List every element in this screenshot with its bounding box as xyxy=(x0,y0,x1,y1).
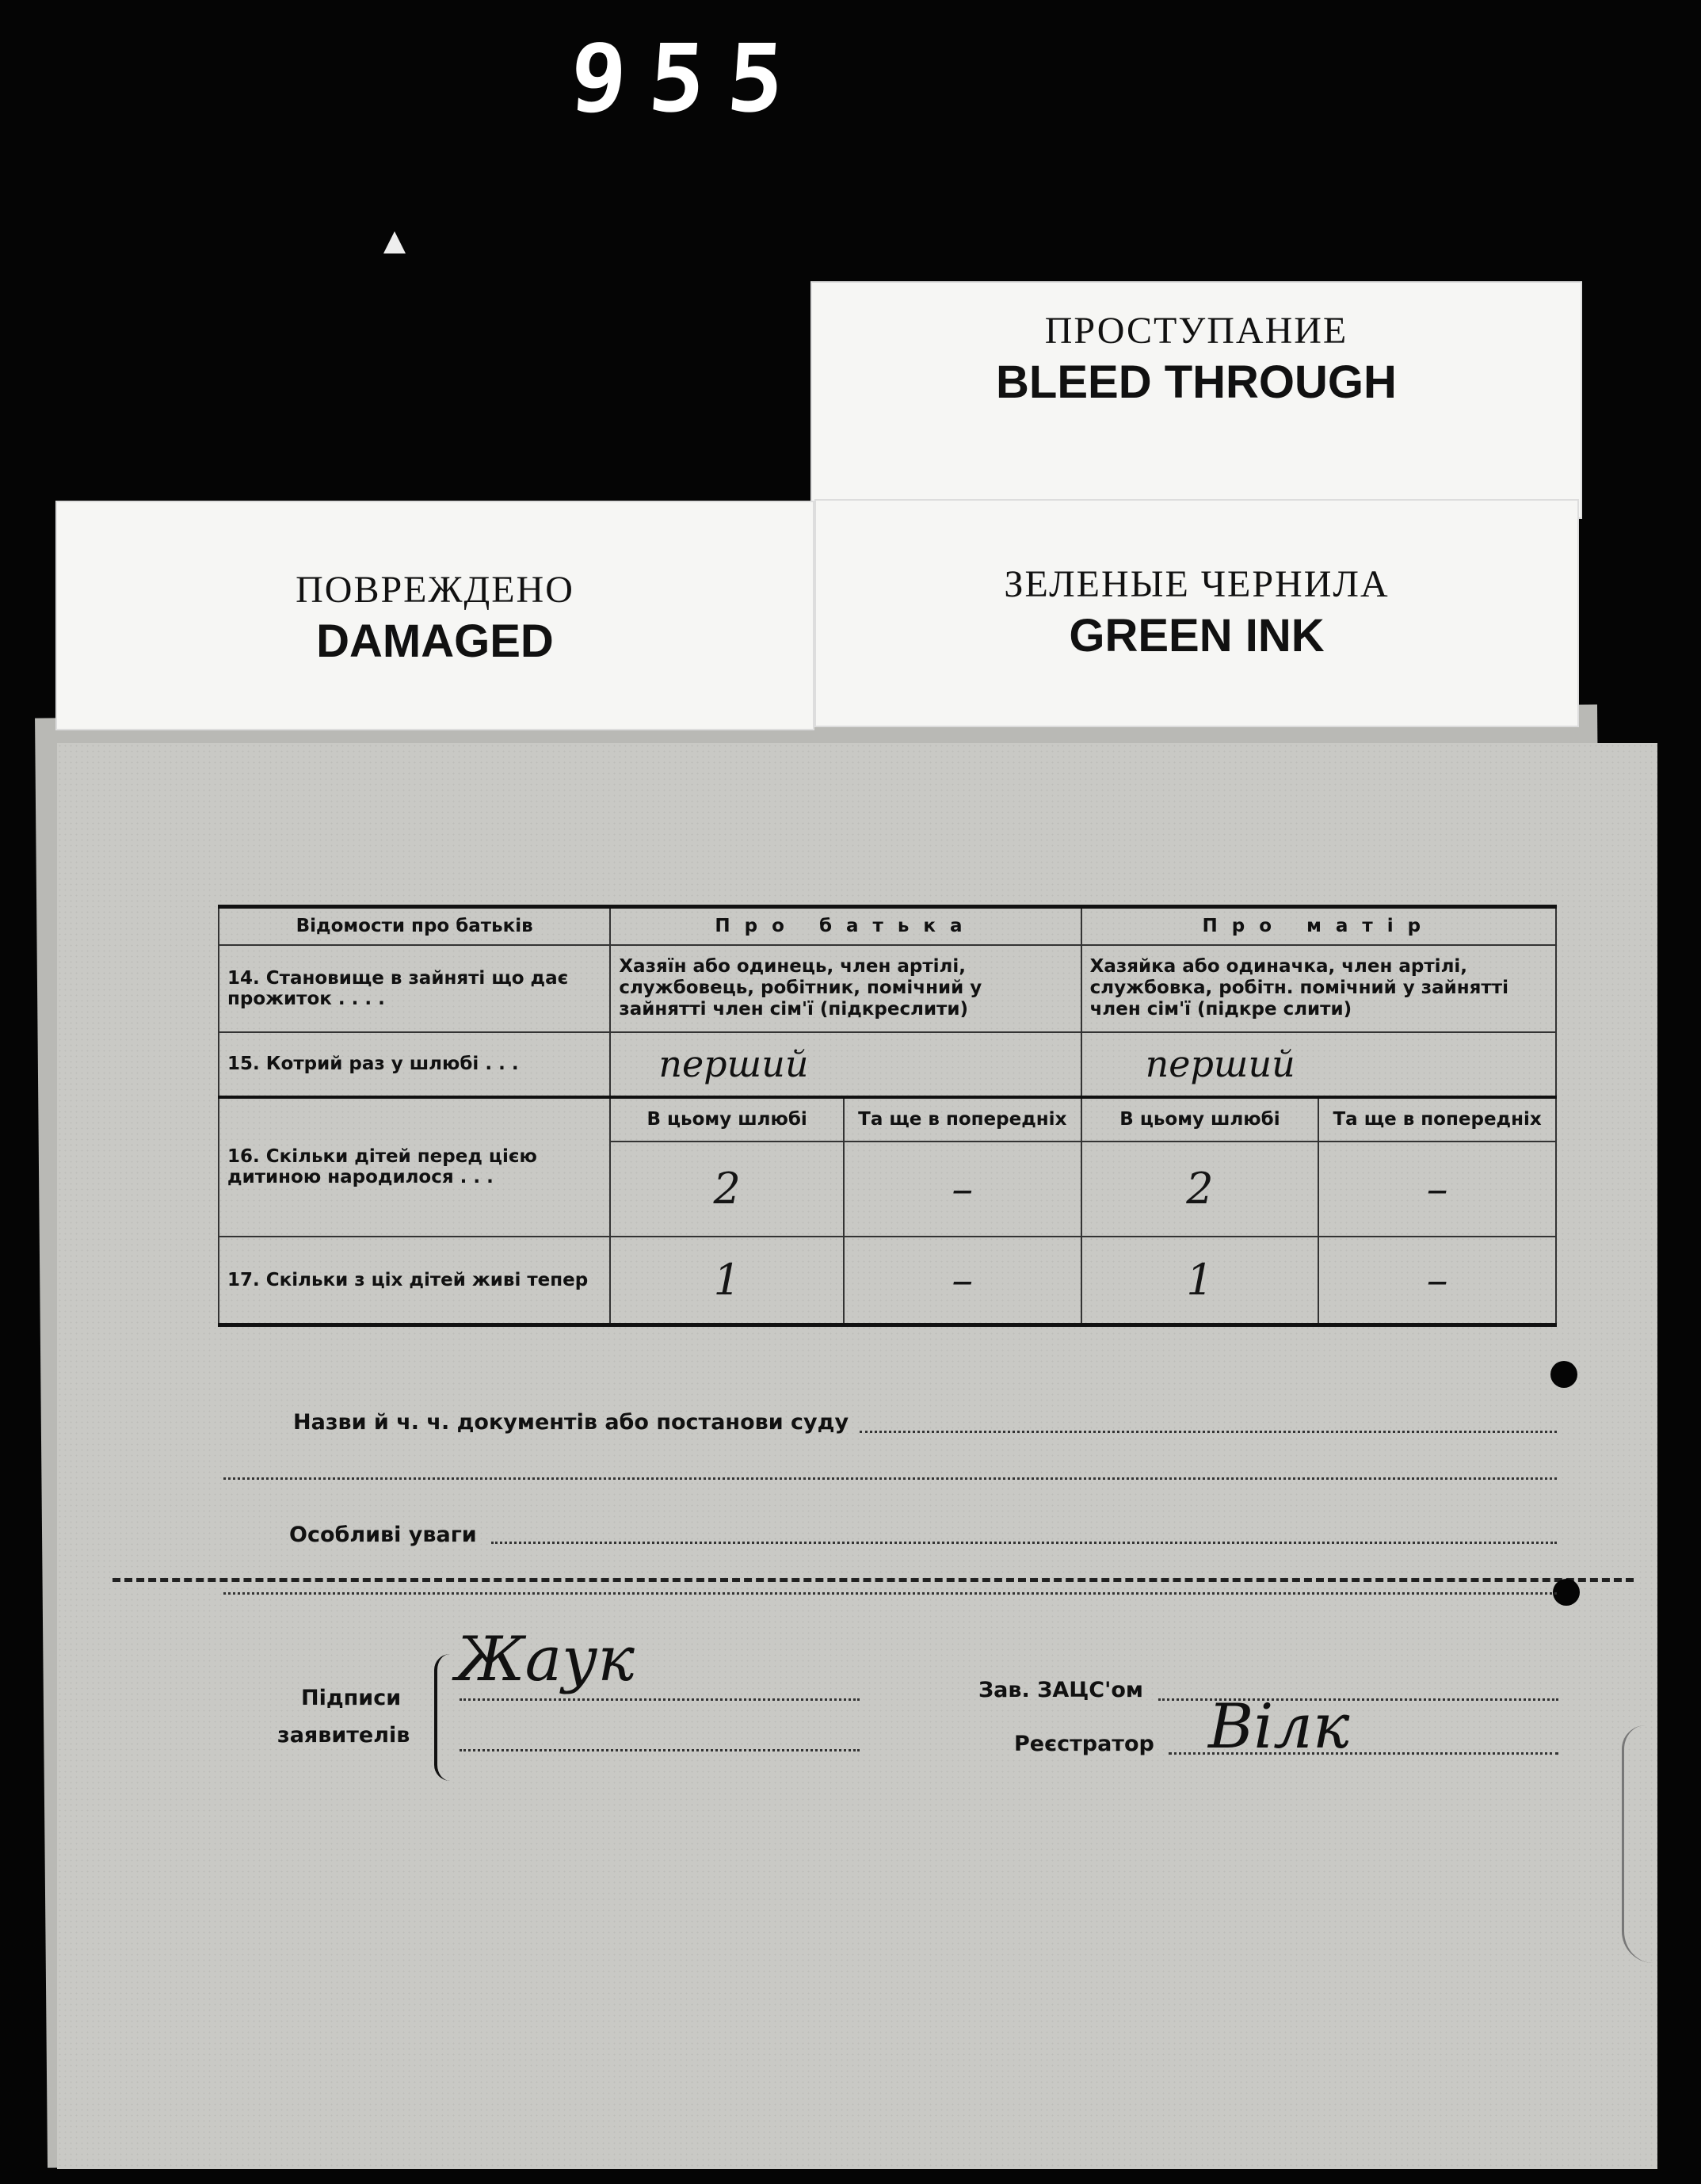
row16-father-prev: – xyxy=(844,1142,1081,1237)
row17-label: 17. Скільки з ціх дітей живі тепер xyxy=(219,1237,610,1325)
subheader-mother-previous: Та ще в попередніх xyxy=(1318,1097,1556,1142)
green-ink-en: GREEN INK xyxy=(1069,610,1325,661)
header-mother: Про матір xyxy=(1081,907,1556,945)
punch-hole xyxy=(1550,1361,1577,1388)
row15-father-value: перший xyxy=(610,1032,1081,1097)
applicant-signature-line xyxy=(460,1698,860,1701)
applicant-signature: Жаук xyxy=(456,1624,635,1695)
row15-mother-value: перший xyxy=(1081,1032,1556,1097)
documents-line xyxy=(860,1431,1557,1433)
row17-father-prev: – xyxy=(844,1237,1081,1325)
header-parents-info: Відомости про батьків xyxy=(219,907,610,945)
head-label: Зав. ЗАЦС'ом xyxy=(978,1678,1143,1702)
row15-label: 15. Котрий раз у шлюбі . . . xyxy=(219,1032,610,1097)
row14-father-options: Хазяїн або одинець, член артілі, службовець, робітник, помічний у зайнятті член сім'ї (підкреслити) xyxy=(610,945,1081,1032)
remarks-line xyxy=(491,1542,1557,1544)
subheader-father-this: В цьому шлюбі xyxy=(610,1097,844,1142)
damaged-en: DAMAGED xyxy=(316,616,554,667)
paper-tear xyxy=(1622,1725,1688,1963)
row17-mother-prev: – xyxy=(1318,1237,1556,1325)
row14-mother-options: Хазяйка або одиначка, член артілі, службовка, робітн. помічний у зайнятті член сім'ї (підкре слити) xyxy=(1081,945,1556,1032)
registrar-signature: Вілк xyxy=(1208,1691,1350,1763)
green-ink-card xyxy=(814,499,1579,727)
signatures-label: Підписи xyxy=(301,1686,402,1710)
documents-line-2 xyxy=(223,1477,1557,1480)
damaged-ru: ПОВРЕЖДЕНО xyxy=(296,569,574,611)
bleed-through-en: BLEED THROUGH xyxy=(996,356,1397,408)
signature-brace xyxy=(434,1654,456,1781)
header-father: Про батька xyxy=(610,907,1081,945)
documents-label: Назви й ч. ч. документів або постанови суду xyxy=(293,1410,849,1435)
frame-number: 955 xyxy=(566,24,810,133)
row17-father-this: 1 xyxy=(610,1237,844,1325)
punch-hole xyxy=(1553,1579,1580,1606)
remarks-line-2 xyxy=(223,1592,1557,1595)
bleed-through-ru: ПРОСТУПАНИЕ xyxy=(1044,310,1348,352)
row16-father-this: 2 xyxy=(610,1142,844,1237)
applicant-signature-line-2 xyxy=(460,1749,860,1751)
damaged-card xyxy=(55,501,814,730)
remarks-label: Особливі уваги xyxy=(289,1523,477,1547)
subheader-mother-this: В цьому шлюбі xyxy=(1081,1097,1319,1142)
perforation-line xyxy=(113,1578,1634,1582)
green-ink-ru: ЗЕЛЕНЫЕ ЧЕРНИЛА xyxy=(1004,563,1390,605)
row16-mother-this: 2 xyxy=(1081,1142,1319,1237)
signatures-label-2: заявителів xyxy=(277,1723,410,1748)
bleed-through-card xyxy=(810,281,1582,519)
registrar-label: Реєстратор xyxy=(1014,1732,1154,1756)
film-speck xyxy=(383,231,406,253)
subheader-father-previous: Та ще в попередніх xyxy=(844,1097,1081,1142)
row17-mother-this: 1 xyxy=(1081,1237,1319,1325)
row14-label: 14. Становище в зайняті що дає прожиток . . . . xyxy=(219,945,610,1032)
row16-label: 16. Скільки дітей перед цією дитиною народилося . . . xyxy=(219,1097,610,1237)
parents-info-table xyxy=(218,905,1557,1348)
row16-mother-prev: – xyxy=(1318,1142,1556,1237)
